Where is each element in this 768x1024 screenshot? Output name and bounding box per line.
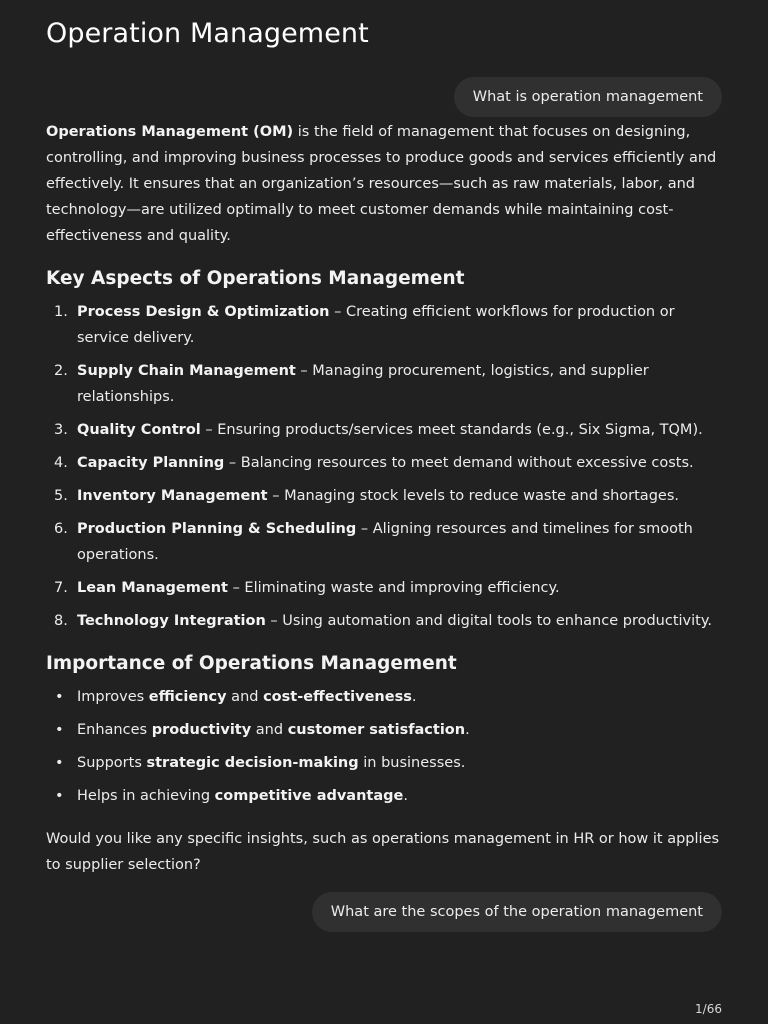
importance-heading: Importance of Operations Management bbox=[46, 653, 457, 674]
list-item bbox=[46, 717, 726, 743]
list-item-text: . bbox=[465, 722, 470, 738]
list-item-title: Technology Integration bbox=[77, 613, 266, 629]
page-title: Operation Management bbox=[46, 18, 369, 49]
assistant-response bbox=[46, 119, 726, 878]
list-item-description: – Creating efficient workflows for production or service delivery. bbox=[77, 304, 675, 346]
list-item-number: 5. bbox=[54, 488, 68, 504]
bullet-icon: • bbox=[55, 689, 64, 705]
list-item-description: – Balancing resources to meet demand without excessive costs. bbox=[224, 455, 694, 471]
key-aspects-heading: Key Aspects of Operations Management bbox=[46, 268, 465, 289]
list-item-text: . bbox=[403, 788, 408, 804]
bullet-icon: • bbox=[55, 722, 64, 738]
list-item bbox=[46, 483, 726, 509]
list-item-title: Supply Chain Management bbox=[77, 363, 296, 379]
list-item-number: 7. bbox=[54, 580, 68, 596]
list-item-description: – Managing procurement, logistics, and supplier relationships. bbox=[77, 363, 649, 405]
list-item-text: Supports bbox=[77, 755, 147, 771]
list-item-number: 3. bbox=[54, 422, 68, 438]
list-item bbox=[46, 750, 726, 776]
user-message-bubble: What are the scopes of the operation management bbox=[312, 892, 722, 932]
list-item-description: – Using automation and digital tools to enhance productivity. bbox=[265, 613, 712, 629]
list-item-title: Quality Control bbox=[77, 422, 201, 438]
importance-list bbox=[46, 684, 726, 809]
list-item-text: and bbox=[251, 722, 288, 738]
list-item bbox=[46, 684, 726, 710]
list-item-title: Lean Management bbox=[77, 580, 228, 596]
list-item bbox=[46, 608, 726, 634]
list-item bbox=[46, 299, 726, 351]
list-item-number: 8. bbox=[54, 613, 68, 629]
list-item bbox=[46, 450, 726, 476]
list-item-description: – Managing stock levels to reduce waste and shortages. bbox=[267, 488, 679, 504]
page-number: 1/66 bbox=[695, 1002, 722, 1016]
list-item-text: Enhances bbox=[77, 722, 152, 738]
list-item bbox=[46, 417, 726, 443]
list-item-text: Improves bbox=[77, 689, 149, 705]
list-item bbox=[46, 575, 726, 601]
list-item-text: . bbox=[411, 689, 417, 705]
intro-text: is the field of management that focuses on designing, controlling, and improving business processes to produce goods and services efficiently and effectively. It ensures that an organization’s resources—such as raw materials, labor, and technology—are utilized optimally to meet customer demands while maintaining cost-effectiveness and quality. bbox=[46, 124, 717, 244]
list-item-bold: competitive advantage bbox=[214, 788, 404, 804]
bullet-icon: • bbox=[55, 788, 64, 804]
list-item-title: Process Design & Optimization bbox=[77, 304, 330, 320]
list-item bbox=[46, 783, 726, 809]
list-item-text: Helps in achieving bbox=[77, 788, 215, 804]
intro-bold-term: Operations Management (OM) bbox=[46, 124, 294, 140]
list-item bbox=[46, 358, 726, 410]
list-item-text: and bbox=[226, 689, 264, 705]
intro-paragraph bbox=[46, 119, 726, 249]
list-item-title: Inventory Management bbox=[77, 488, 268, 504]
list-item-description: – Eliminating waste and improving efficiency. bbox=[227, 580, 560, 596]
list-item-description: – Aligning resources and timelines for smooth operations. bbox=[77, 521, 693, 563]
list-item-number: 1. bbox=[54, 304, 68, 320]
list-item-title: Production Planning & Scheduling bbox=[77, 521, 357, 537]
list-item-bold: strategic decision-making bbox=[146, 755, 359, 771]
key-aspects-list bbox=[46, 299, 726, 634]
list-item-bold: productivity bbox=[151, 722, 252, 738]
list-item-text: in businesses. bbox=[358, 755, 466, 771]
list-item-description: – Ensuring products/services meet standards (e.g., Six Sigma, TQM). bbox=[200, 422, 703, 438]
list-item-bold: cost-effectiveness bbox=[263, 689, 412, 705]
list-item-bold: customer satisfaction bbox=[287, 722, 466, 738]
user-message-bubble: What is operation management bbox=[454, 77, 722, 117]
closing-paragraph: Would you like any specific insights, such as operations management in HR or how it applies to supplier selection? bbox=[46, 831, 720, 873]
bullet-icon: • bbox=[55, 755, 64, 771]
list-item-number: 6. bbox=[54, 521, 68, 537]
list-item-bold: efficiency bbox=[148, 689, 227, 705]
list-item-title: Capacity Planning bbox=[77, 455, 225, 471]
list-item-number: 4. bbox=[54, 455, 68, 471]
list-item-number: 2. bbox=[54, 363, 68, 379]
list-item bbox=[46, 516, 726, 568]
